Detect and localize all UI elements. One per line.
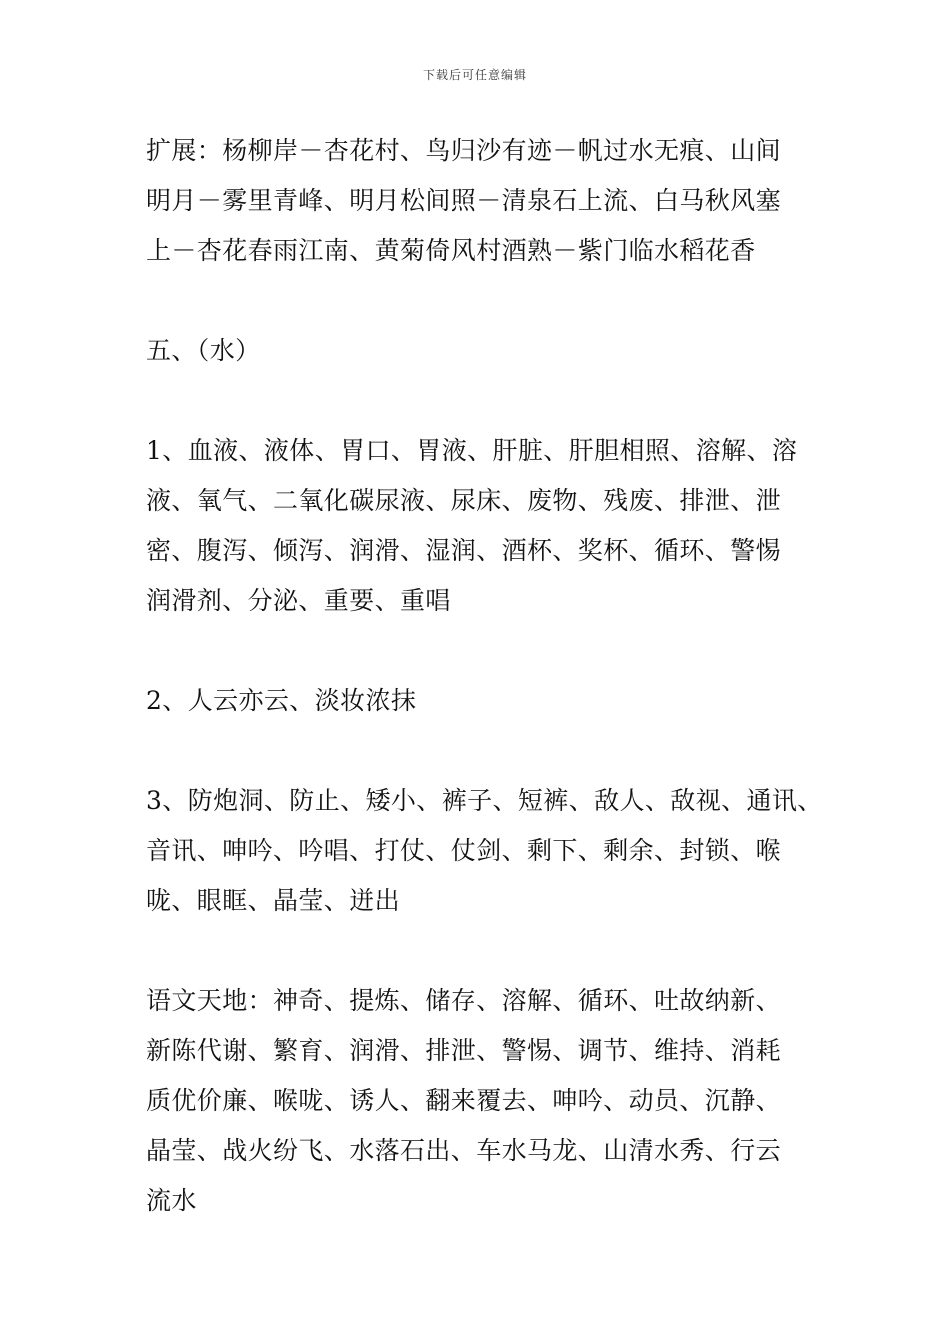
item-2-section bbox=[146, 676, 826, 726]
section-five bbox=[146, 326, 826, 376]
document-body bbox=[146, 126, 826, 1226]
paragraph-gap bbox=[146, 376, 826, 426]
item-2-line: 2、人云亦云、淡妆浓抹 bbox=[146, 686, 417, 715]
paragraph-gap bbox=[146, 726, 826, 776]
item-3-line: 3、防炮洞、防止、矮小、裤子、短裤、敌人、敌视、通讯、 bbox=[146, 786, 823, 815]
paragraph-gap bbox=[146, 626, 826, 676]
item-1-line: 密、腹泻、倾泻、润滑、湿润、酒杯、奖杯、循环、警惕 bbox=[146, 536, 782, 565]
item-1-line: 润滑剂、分泌、重要、重唱 bbox=[146, 586, 451, 615]
yuwen-line: 质优价廉、喉咙、诱人、翻来覆去、呻吟、动员、沉静、 bbox=[146, 1086, 782, 1115]
item-3-line: 音讯、呻吟、吟唱、打仗、仗剑、剩下、剩余、封锁、喉 bbox=[146, 836, 782, 865]
item-1-line: 液、氧气、二氧化碳尿液、尿床、废物、残废、排泄、泄 bbox=[146, 486, 782, 515]
item-1-section bbox=[146, 426, 826, 626]
yuwen-section bbox=[146, 976, 826, 1226]
paragraph-gap bbox=[146, 276, 826, 326]
paragraph-gap bbox=[146, 926, 826, 976]
expand-section bbox=[146, 126, 826, 276]
item-1-line: 1、血液、液体、胃口、胃液、肝脏、肝胆相照、溶解、溶 bbox=[146, 436, 798, 465]
yuwen-line: 流水 bbox=[146, 1186, 197, 1215]
expand-line: 上－杏花春雨江南、黄菊倚风村酒熟－紫门临水稻花香 bbox=[146, 236, 756, 265]
yuwen-line: 晶莹、战火纷飞、水落石出、车水马龙、山清水秀、行云 bbox=[146, 1136, 782, 1165]
item-3-section bbox=[146, 776, 826, 926]
section-heading: 五、（水） bbox=[146, 336, 261, 365]
page-header: 下载后可任意编辑 bbox=[422, 68, 527, 82]
expand-line: 扩展：杨柳岸－杏花村、鸟归沙有迹－帆过水无痕、山间 bbox=[146, 136, 782, 165]
expand-line: 明月－雾里青峰、明月松间照－清泉石上流、白马秋风塞 bbox=[146, 186, 782, 215]
yuwen-line: 语文天地：神奇、提炼、储存、溶解、循环、吐故纳新、 bbox=[146, 986, 782, 1015]
item-3-line: 咙、眼眶、晶莹、迸出 bbox=[146, 886, 401, 915]
yuwen-line: 新陈代谢、繁育、润滑、排泄、警惕、调节、维持、消耗 bbox=[146, 1036, 782, 1065]
